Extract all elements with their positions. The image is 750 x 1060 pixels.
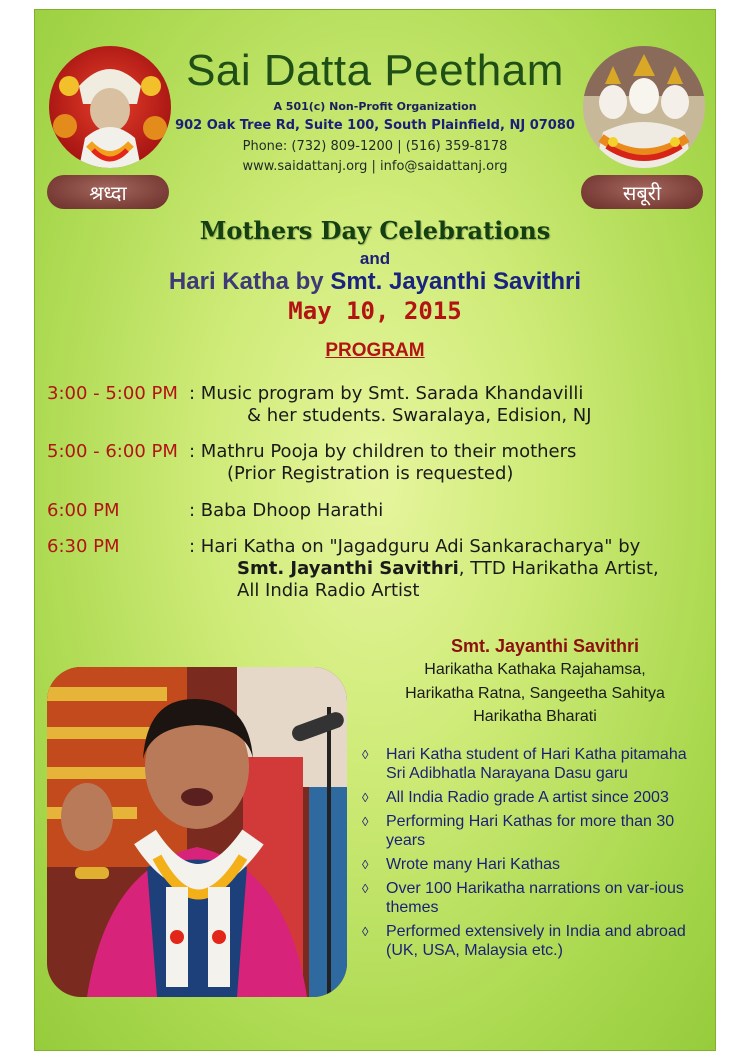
- bullet-text: Performed extensively in India and abroad (UK, USA, Malaysia etc.): [386, 923, 686, 959]
- program-item: [47, 441, 707, 487]
- program-time: 5:00 - 6:00 PM: [47, 441, 178, 462]
- diamond-icon: ◊: [362, 747, 369, 762]
- event-title: Mothers Day Celebrations: [199, 216, 551, 245]
- program-desc: [189, 536, 659, 602]
- program-heading: PROGRAM: [325, 340, 425, 361]
- event-hari-prefix: Hari Katha by: [168, 268, 331, 295]
- left-badge: [47, 175, 169, 209]
- program-item: [47, 536, 707, 606]
- program-item: [47, 500, 707, 524]
- program-desc-line: All India Radio Artist: [237, 580, 420, 601]
- diamond-icon: ◊: [362, 790, 369, 805]
- org-address: 902 Oak Tree Rd, Suite 100, South Plainfield, NJ 07080: [175, 118, 575, 133]
- bio-title: Harikatha Kathaka Rajahamsa,: [424, 661, 646, 678]
- bullet-text: All India Radio grade A artist since 2003: [386, 789, 669, 806]
- program-desc: [189, 441, 576, 485]
- org-title: Sai Datta Peetham: [186, 46, 564, 95]
- program-desc-line: [189, 558, 659, 580]
- diamond-icon: ◊: [362, 814, 369, 829]
- org-subtitle: A 501(c) Non-Profit Organization: [273, 100, 477, 113]
- diamond-icon: ◊: [362, 881, 369, 896]
- program-time: 3:00 - 5:00 PM: [47, 383, 178, 404]
- flyer: [35, 10, 715, 1050]
- left-badge-label: श्रध्दा: [89, 180, 127, 205]
- program-desc-line: : Mathru Pooja by children to their mothers: [189, 441, 577, 462]
- event-hari-katha: [35, 268, 715, 296]
- program-desc-line: : Hari Katha on "Jagadguru Adi Sankaracharya" by: [189, 536, 641, 557]
- bio-title: Harikatha Bharati: [473, 708, 597, 725]
- list-item: [360, 812, 710, 850]
- event-and: and: [359, 249, 391, 268]
- list-item: [360, 745, 710, 783]
- artist-role: , TTD Harikatha Artist,: [458, 558, 659, 579]
- program-desc: [189, 383, 592, 427]
- program-time: 6:30 PM: [47, 536, 120, 557]
- list-item: [360, 922, 710, 960]
- diamond-icon: ◊: [362, 857, 369, 872]
- diamond-icon: ◊: [362, 924, 369, 939]
- right-badge-label: सबूरी: [622, 180, 662, 205]
- bio-title: Harikatha Ratna, Sangeetha Sahitya: [405, 685, 665, 702]
- bullet-text: Hari Katha student of Hari Katha pitamaha Sri Adibhatla Narayana Dasu garu: [386, 746, 687, 782]
- right-badge: [581, 175, 703, 209]
- bio-bullets: [360, 745, 710, 965]
- bio-name: Smt. Jayanthi Savithri: [450, 636, 640, 656]
- org-web: www.saidattanj.org | info@saidattanj.org: [242, 159, 508, 174]
- bullet-text: Performing Hari Kathas for more than 30 years: [386, 813, 675, 849]
- program-item: [47, 383, 707, 429]
- program-desc-line: : Music program by Smt. Sarada Khandavilli: [189, 383, 584, 404]
- event-hari-name: Smt. Jayanthi Savithri: [330, 268, 582, 295]
- list-item: [360, 879, 710, 917]
- program-time: 6:00 PM: [47, 500, 120, 521]
- org-phone: Phone: (732) 809-1200 | (516) 359-8178: [242, 139, 508, 154]
- program-desc-line: & her students. Swaralaya, Edision, NJ: [247, 405, 592, 426]
- program-desc: [189, 500, 383, 522]
- program-desc-line: (Prior Registration is requested): [227, 463, 514, 484]
- list-item: [360, 788, 710, 807]
- list-item: [360, 855, 710, 874]
- event-date: May 10, 2015: [288, 297, 462, 325]
- artist-name: Smt. Jayanthi Savithri: [237, 558, 459, 579]
- performer-photo: [47, 667, 347, 997]
- bullet-text: Wrote many Hari Kathas: [386, 856, 560, 873]
- bullet-text: Over 100 Harikatha narrations on var-ious themes: [386, 880, 684, 916]
- program-desc-line: : Baba Dhoop Harathi: [189, 500, 384, 521]
